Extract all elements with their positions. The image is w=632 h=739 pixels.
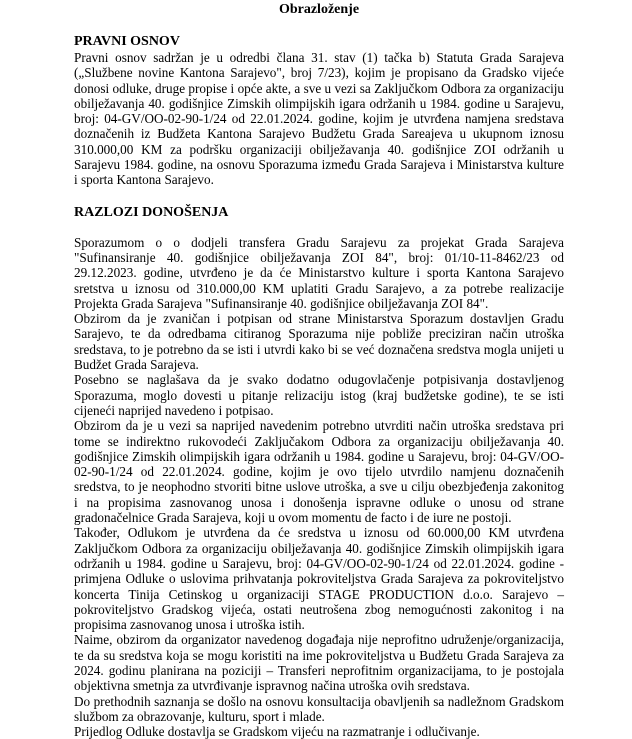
- paragraph: Također, Odlukom je utvrđena da će sredstva u iznosu od 60.000,00 KM utvrđena Zaključkom Odbora za organizaciju obilježavanja 40. godišnjice Zimskih olimpijskih igara održanih u 1984. godine u Sarajevu, broj: 04-GV/OO-02-90-1/24 od 22.01.2024. godine - primjena Odluke o uslovima prihvatanja pokroviteljstva Grada Sarajeva za pokroviteljstvo koncerta Tinija Cetinskog u organizaciji STAGE PRODUCTION d.o.o. Sarajevo – pokroviteljstvo Gradskog vijeća, ostati neutrošena zbog nemogućnosti zakonitog i na propisima zasnovanog unosa i utroška istih.: [74, 525, 564, 633]
- document-title: Obrazloženje: [278, 2, 360, 17]
- section-heading-reasons: RAZLOZI DONOŠENJA: [74, 204, 229, 220]
- paragraph: Posebno se naglašava da je svako dodatno odugovlačenje potpisivanja dostavljenog Sporazuma, moglo dovesti u pitanje relizaciju istog (kraj budžetske godine), te se isti cijeneći naprijed navedeno i potpisao.: [74, 372, 564, 418]
- paragraph: Sporazumom o o dodjeli transfera Gradu Sarajevu za projekat Grada Sarajeva "Sufinansiranje 40. godišnjice obilježavanja ZOI 84", broj: 01/10-11-8462/23 od 29.12.2023. godine, utvrđeno je da će Ministarstvo kulture i sporta Kantona Sarajevo sretstva u iznosu od 310.000,00 KM uplatiti Gradu Sarajevo, a za potrebe realizacije Projekta Grada Sarajeva "Sufinansiranje 40. godišnjice obilježavanja ZOI 84".: [74, 234, 564, 311]
- paragraph: Obzirom da je u vezi sa naprijed navedenim potrebno utvrditi način utroška sredstava pri tome se indirektno rukovodeći Zaključakom Odbora za organizaciju obilježavanja 40. godišnjice Zimskih olimpijskih igara održanih u 1984. godine u Sarajevu, broj: 04-GV/OO-02-90-1/24 od 22.01.2024. godine, kojim je ovo tijelo utvrdilo namjenu doznačenih sredstva, to je neophodno stvoriti bitne uslove utroška, a sve u cilju obezbjeđenja zakonitog i na propisima zasnovanog unosa i donošenja ispravne odluke o unosu od strane gradonačelnice Grada Sarajeva, koji u ovom momentu de facto i de iure ne postoji.: [74, 418, 564, 526]
- paragraph: Naime, obzirom da organizator navedenog događaja nije neprofitno udruženje/organizacija, te da su sredstva koja se mogu koristiti na ime pokroviteljstva u Budžetu Grada Sarajeva za 2024. godinu planirana na poziciji – Transferi neprofitnim organizacijama, to je postojala objektivna smetnja za utvrđivanje ispravnog načina utroška ovih sredstava.: [74, 632, 564, 694]
- paragraph: Obzirom da je zvaničan i potpisan od strane Ministarstva Sporazum dostavljen Gradu Sarajevo, te da odredbama citiranog Sporazuma nije pobliže preciziran način utroška sredstava, to je potrebno da se isti i utvrdi kako bi se već doznačena sredstva mogla unijeti u Budžet Grada Sarajeva.: [74, 311, 564, 373]
- paragraph: Do prethodnih saznanja se došlo na osnovu konsultacija obavljenih sa nadležnom Gradskom službom za obrazovanje, kulturu, sport i mlade.: [74, 693, 564, 724]
- paragraph: Prijedlog Odluke dostavlja se Gradskom vijeću na razmatranje i odlučivanje.: [74, 724, 480, 739]
- section-heading-legal-basis: PRAVNI OSNOV: [74, 34, 180, 49]
- document-page: [74, 0, 564, 739]
- paragraph: Pravni osnov sadržan je u odredbi člana 31. stav (1) tačka b) Statuta Grada Sarajeva („Službene novine Kantona Sarajevo", broj 7/23), kojim je propisano da Gradsko vijeće donosi odluke, druge propise i opće akte, a sve u vezi sa Zaključkom Odbora za organizaciju obilježavanja 40. godišnjice Zimskih olimpijskih igara održanih u 1984. godine u Sarajevu, broj: 04-GV/OO-02-90-1/24 od 22.01.2024. godine, kojim je utvrđena namjena sredstava doznačenih iz Budžeta Kantona Sarajevo Budžetu Grada Sareajeva u ukupnom iznosu 310.000,00 KM za podršku organizaciji obilježavanja 40. godišnjice ZOI održanih u Sarajevu 1984. godine, na osnovu Sporazuma između Grada Sarajeva i Ministarstva kulture i sporta Kantona Sarajevo.: [74, 50, 564, 188]
